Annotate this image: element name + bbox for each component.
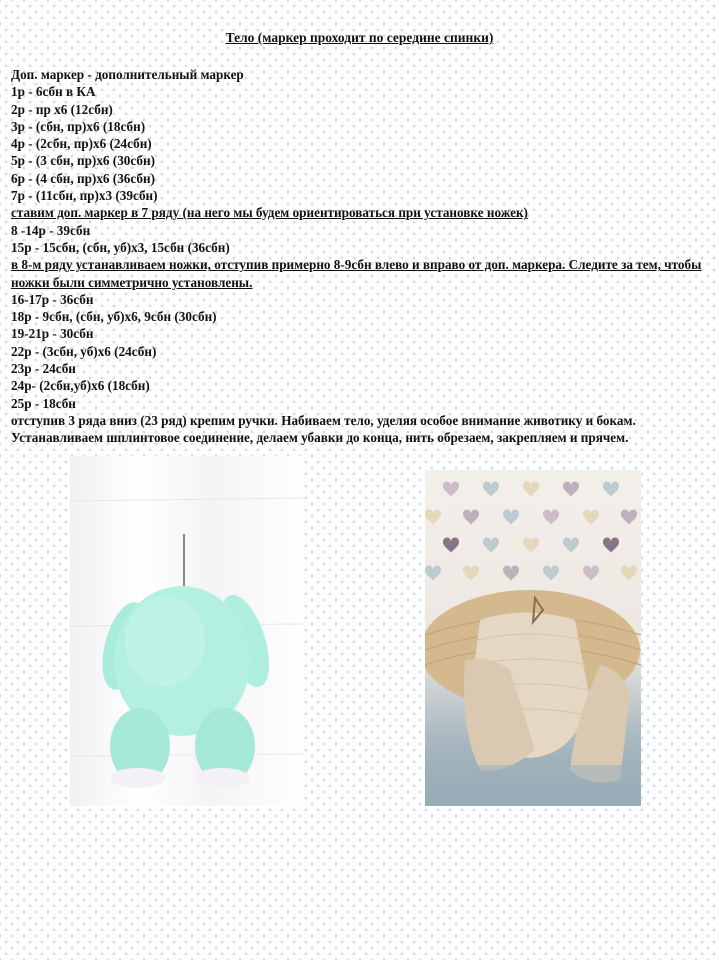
page-title: Тело (маркер проходит по середине спинки) bbox=[225, 30, 494, 45]
instruction-line: 25р - 18сбн bbox=[11, 395, 76, 411]
instruction-note: в 8-м ряду устанавливаем ножки, отступив примерно 8-9сбн влево и вправо от доп. маркера. Следите за тем, чтобы ножки были симметрично установлены. bbox=[11, 257, 702, 290]
instruction-line: 5р - (3 сбн, пр)х6 (30сбн) bbox=[11, 153, 155, 169]
instruction-line: Устанавливаем шплинтовое соединение, делаем убавки до конца, нить обрезаем, закрепляем и прячем. bbox=[11, 430, 629, 446]
instruction-line: 3р - (сбн, пр)х6 (18сбн) bbox=[11, 118, 146, 134]
photo-beige-body-legs bbox=[425, 470, 641, 806]
instruction-line: 15р - 15сбн, (сбн, уб)х3, 15сбн (36сбн) bbox=[11, 239, 230, 255]
instruction-line: отступив 3 ряда вниз (23 ряд) крепим ручки. Набиваем тело, уделяя особое внимание животику и бокам. bbox=[11, 412, 636, 428]
instruction-line: 2р - пр х6 (12сбн) bbox=[11, 101, 113, 117]
instruction-line: 7р - (11сбн, пр)х3 (39сбн) bbox=[11, 188, 158, 204]
mint-bunny-illustration bbox=[70, 456, 304, 806]
instruction-line: 16-17р - 36сбн bbox=[11, 291, 94, 307]
instruction-line: Доп. маркер - дополнительный маркер bbox=[11, 67, 244, 82]
instruction-line: 8 -14р - 39сбн bbox=[11, 222, 91, 238]
beige-body-illustration bbox=[425, 470, 641, 806]
instructions bbox=[11, 66, 717, 447]
instruction-line: 6р - (4 сбн, пр)х6 (36сбн) bbox=[11, 170, 155, 186]
instruction-line: 19-21р - 30сбн bbox=[11, 326, 94, 342]
instruction-note: ставим доп. маркер в 7 ряду (на него мы будем ориентироваться при установке ножек) bbox=[11, 205, 528, 221]
instruction-line: 18р - 9сбн, (сбн, уб)х6, 9сбн (30сбн) bbox=[11, 309, 217, 325]
photo-mint-bunny-body bbox=[70, 456, 304, 806]
instruction-line: 23р - 24сбн bbox=[11, 361, 76, 377]
instruction-line: 1р - 6сбн в КА bbox=[11, 84, 96, 100]
instruction-line: 4р - (2сбн, пр)х6 (24сбн) bbox=[11, 136, 152, 152]
instruction-line: 24р- (2сбн,уб)х6 (18сбн) bbox=[11, 378, 150, 394]
instruction-line: 22р - (3сбн, уб)х6 (24сбн) bbox=[11, 343, 157, 359]
